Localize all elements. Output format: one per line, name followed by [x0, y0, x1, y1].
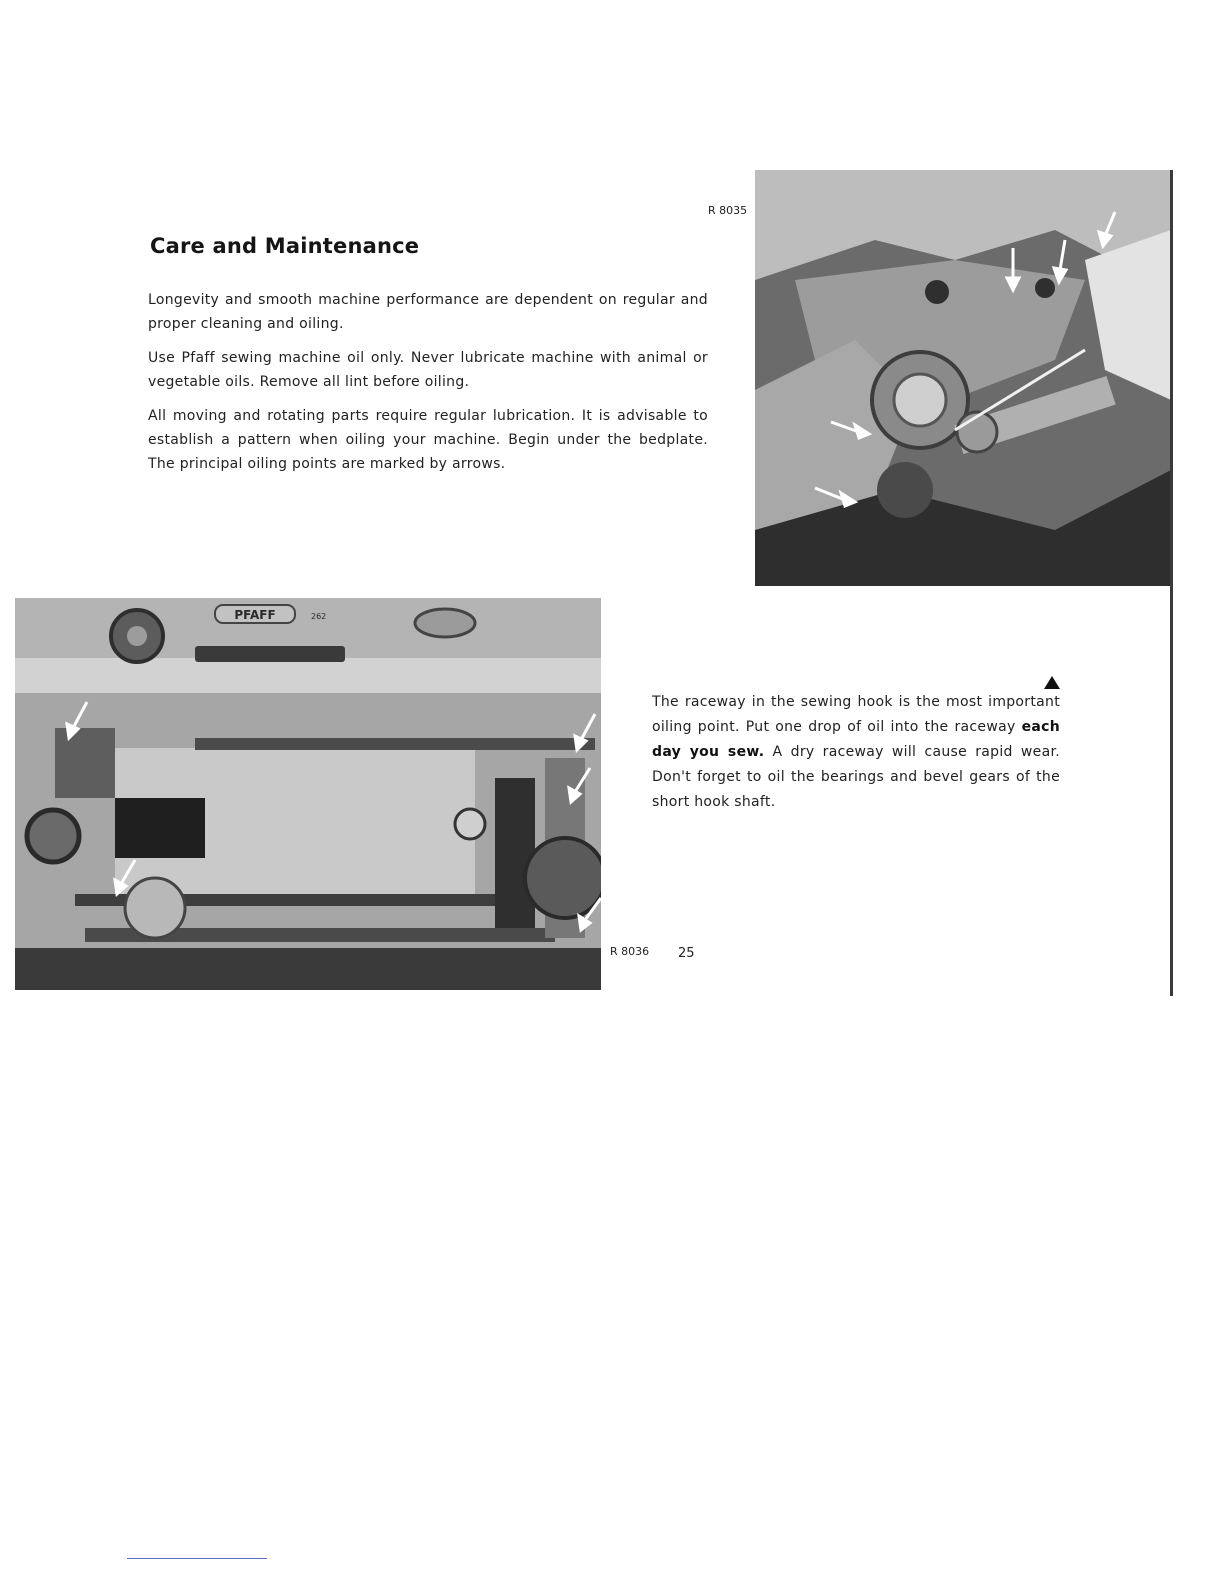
caption-text	[652, 690, 1060, 815]
paragraph: Use Pfaff sewing machine oil only. Never lubricate machine with animal or vegetable oils. Remove all lint before oiling.	[148, 350, 708, 390]
figure-label-r8036: R 8036	[610, 945, 650, 958]
caption-part: The raceway in the sewing hook is the most important oiling point. Put one drop of oil into the raceway	[652, 694, 1060, 735]
machine-underside-photo	[15, 598, 601, 990]
brand-text: PFAFF	[234, 608, 276, 622]
footer-rule	[127, 1558, 267, 1559]
triangle-up-icon	[1044, 676, 1060, 689]
page-edge-divider	[1170, 170, 1173, 996]
caption-part: A dry raceway will cause rapid wear. Don't forget to oil the bearings and bevel gears of the short hook shaft.	[652, 744, 1060, 810]
sewing-hook-photo	[755, 170, 1171, 586]
caption-emphasis: each day you sew.	[652, 719, 1060, 760]
page-number: 25	[678, 946, 695, 961]
figure-label-r8035: R 8035	[708, 204, 748, 217]
paragraph: All moving and rotating parts require regular lubrication. It is advisable to establish a pattern when oiling your machine. Begin under the bedplate. The principal oiling points are marked by arrows.	[148, 408, 708, 472]
paragraph: Longevity and smooth machine performance are dependent on regular and proper cleaning and oiling.	[148, 292, 708, 332]
page-title: Care and Maintenance	[150, 234, 420, 258]
intro-text	[148, 288, 708, 486]
model-text: 262	[311, 612, 327, 621]
